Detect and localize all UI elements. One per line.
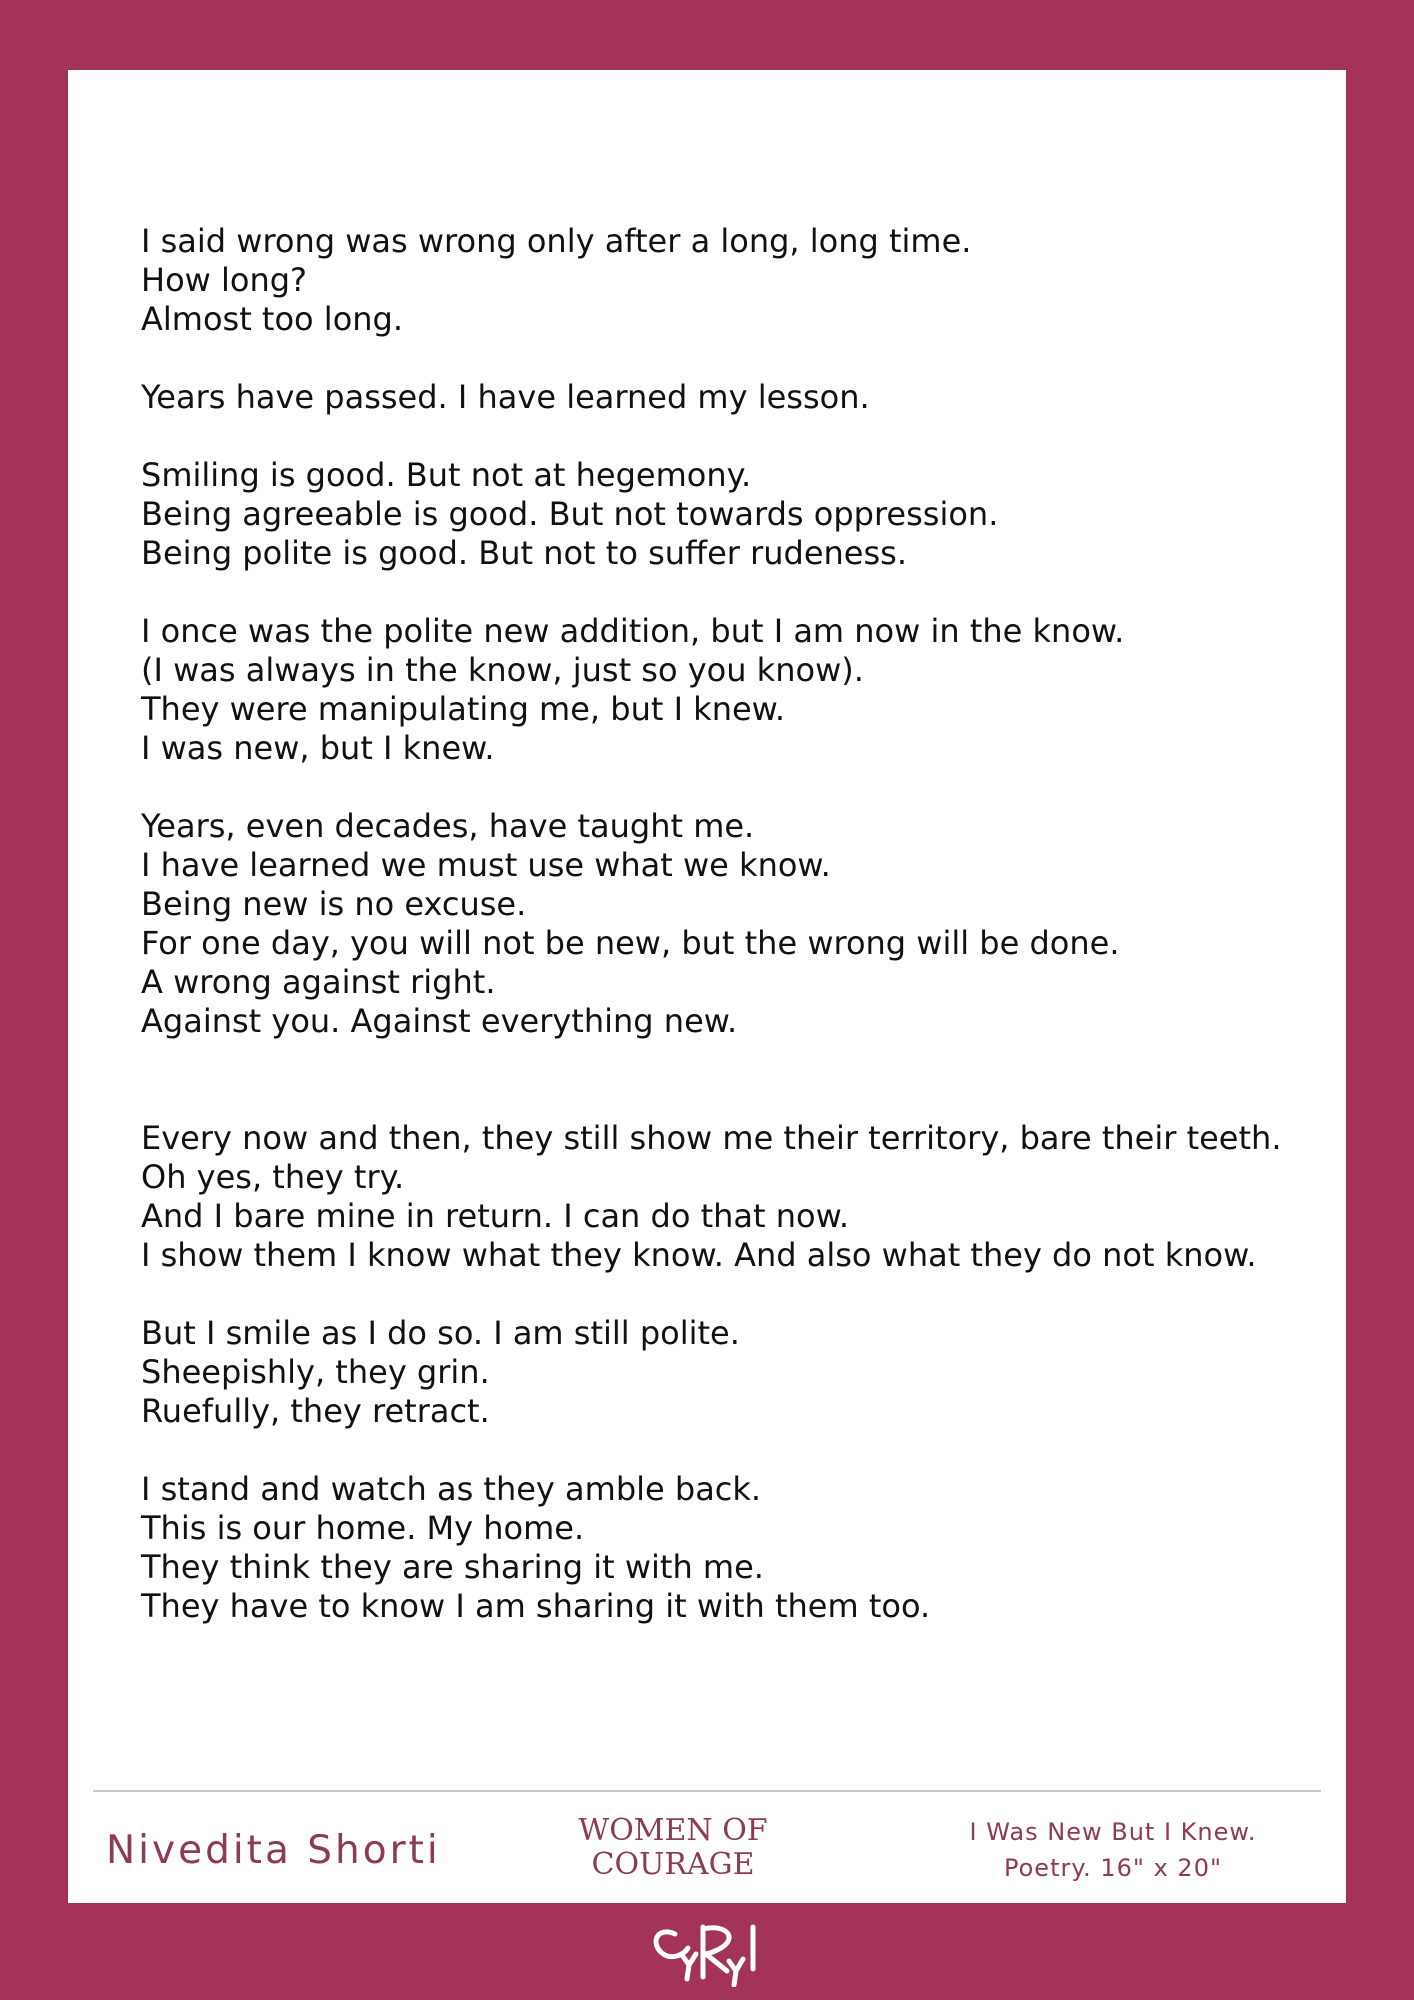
poem-line: I said wrong was wrong only after a long, long time. [141,222,972,260]
poem-line: Ruefully, they retract. [141,1392,490,1430]
series-title-line: WOMEN OF [578,1813,768,1848]
poem-stanza-1 [141,222,1321,339]
poem-line: Being new is no excuse. [141,885,527,923]
poem-line: I once was the polite new addition, but I am now in the know. [141,612,1125,650]
poem-line: Years, even decades, have taught me. [141,807,755,845]
poem-body [141,222,1321,1626]
poem-stanza-2 [141,378,1321,417]
poem-line: Smiling is good. But not at hegemony. [141,456,752,494]
poem-line: But I smile as I do so. I am still polite. [141,1314,740,1352]
poem-line: Being agreeable is good. But not towards oppression. [141,495,999,533]
poem-line: I show them I know what they know. And also what they do not know. [141,1236,1257,1274]
poem-line: Against you. Against everything new. [141,1002,738,1040]
footer-divider [93,1790,1321,1792]
poem-stanza-4 [141,612,1321,768]
series-title-line: COURAGE [591,1847,755,1882]
poem-stanza-3 [141,456,1321,573]
poem-line: They think they are sharing it with me. [141,1548,764,1586]
poster-sheet [68,70,1346,1903]
poem-line: Every now and then, they still show me their territory, bare their teeth. [141,1119,1282,1157]
artwork-caption [918,1814,1308,1886]
poem-line: A wrong against right. [141,963,496,1001]
author-name: Nivedita Shorti [106,1828,441,1873]
poem-line: Being polite is good. But not to suffer rudeness. [141,534,907,572]
poem-line: Almost too long. [141,300,404,338]
poem-stanza-8 [141,1470,1321,1626]
poem-line: I was new, but I knew. [141,729,495,767]
poem-line: (I was always in the know, just so you know). [141,651,864,689]
poem-line: This is our home. My home. [141,1509,585,1547]
poem-line: For one day, you will not be new, but the wrong will be done. [141,924,1120,962]
poem-line: I stand and watch as they amble back. [141,1470,762,1508]
artwork-title: I Was New But I Knew. [969,1818,1257,1846]
artwork-details: Poetry. 16" x 20" [1004,1854,1222,1882]
poem-line: And I bare mine in return. I can do that now. [141,1197,849,1235]
poem-stanza-6 [141,1119,1321,1275]
poem-line: They were manipulating me, but I knew. [141,690,786,728]
poem-line: Sheepishly, they grin. [141,1353,490,1391]
poem-stanza-7 [141,1314,1321,1431]
poem-line: I have learned we must use what we know. [141,846,831,884]
signature-logo-icon [645,1915,769,1987]
poem-line: Years have passed. I have learned my lesson. [141,378,870,416]
series-title [578,1814,768,1882]
poem-line: They have to know I am sharing it with them too. [141,1587,931,1625]
poem-line: How long? [141,261,308,299]
poem-line: Oh yes, they try. [141,1158,405,1196]
poem-stanza-5 [141,807,1321,1041]
